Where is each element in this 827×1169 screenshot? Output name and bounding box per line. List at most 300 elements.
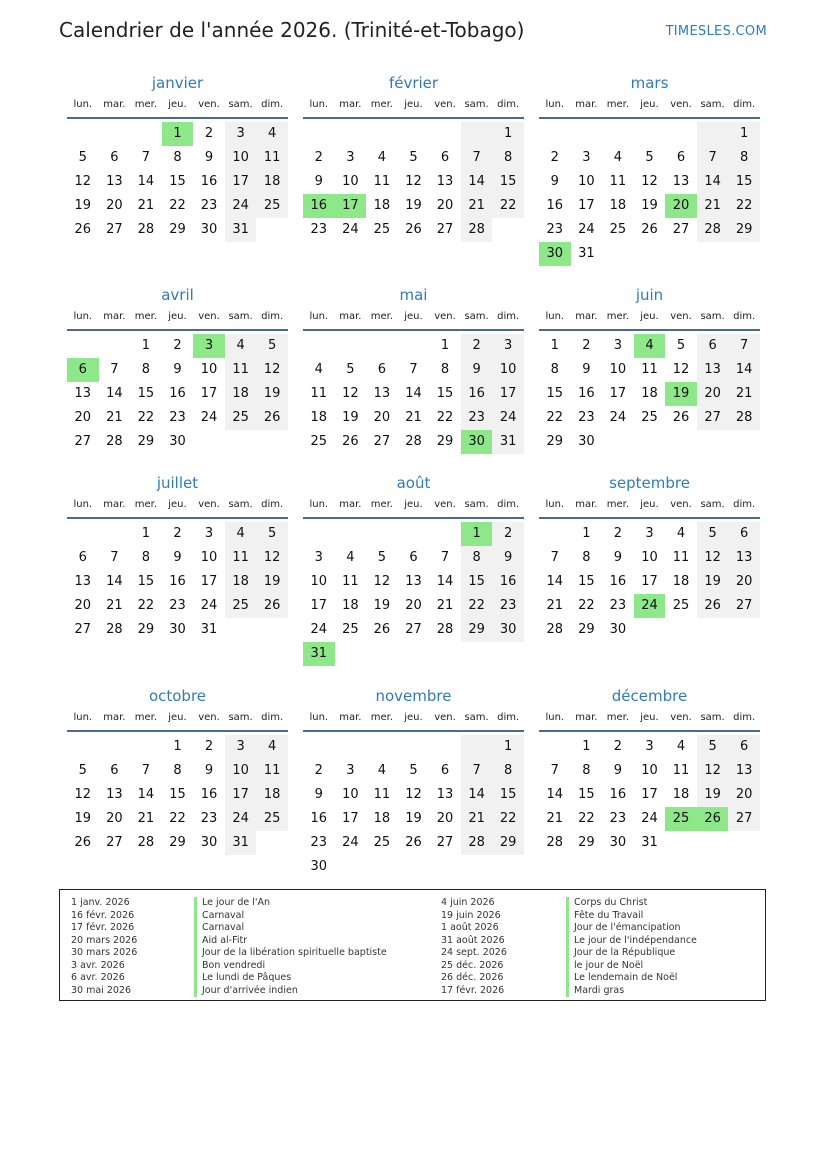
empty-cell [67,522,99,546]
day-cell: 27 [672,222,690,237]
day-cell: 25 [373,222,391,237]
weekday-header [67,497,288,519]
empty-cell [335,735,367,759]
day-cell: 24 [609,410,627,425]
day-cell: 4 [676,526,686,541]
empty-cell [193,430,225,454]
day-cell: 10 [609,362,627,377]
day-cell: 12 [373,574,391,589]
day-cell: 3 [225,122,257,146]
empty-cell [697,430,729,454]
weekday-header [67,309,288,331]
day-grid [303,522,524,666]
page-title: Calendrier de l'année 2026. (Trinité-et-Tobago) [59,18,525,42]
day-cell: 5 [409,150,418,165]
day-cell: 19 [373,598,391,613]
day-cell: 12 [256,358,288,382]
day-cell: 24 [641,811,658,826]
month-8 [303,472,524,666]
empty-cell [728,430,760,454]
weekday-label: mar. [103,499,126,510]
month-6 [539,284,760,454]
empty-cell [571,122,603,146]
legend-date: 1 janv. 2026 [71,897,130,908]
weekday-label: ven. [434,499,456,510]
weekday-label: dim. [497,311,520,322]
legend-holiday-name: Aid al-Fitr [194,935,247,948]
day-cell: 28 [405,434,422,449]
day-cell: 16 [303,194,335,218]
day-cell: 3 [492,334,524,358]
day-cell: 4 [634,334,666,358]
day-cell: 22 [169,811,186,826]
day-cell: 18 [342,598,359,613]
empty-cell [303,522,335,546]
day-cell: 20 [106,198,123,213]
day-cell: 9 [582,362,591,377]
day-cell: 3 [582,150,591,165]
empty-cell [697,618,729,642]
day-cell: 20 [373,410,391,425]
day-cell: 22 [578,598,595,613]
empty-cell [99,522,131,546]
empty-cell [665,430,697,454]
empty-cell [602,430,634,454]
day-cell: 11 [256,146,288,170]
day-cell: 10 [310,574,328,589]
day-cell: 24 [225,807,257,831]
day-cell: 11 [225,546,257,570]
day-cell: 8 [173,763,182,778]
day-cell: 3 [204,526,214,541]
day-cell: 1 [550,338,559,353]
day-cell: 23 [200,198,218,213]
day-cell: 22 [492,194,524,218]
empty-cell [398,334,430,358]
day-cell: 18 [373,811,391,826]
weekday-label: lun. [309,499,329,510]
weekday-label: lun. [73,712,93,723]
day-cell: 21 [137,811,155,826]
day-cell: 16 [609,574,627,589]
empty-cell [335,855,367,879]
day-cell: 1 [582,739,591,754]
empty-cell [665,831,697,855]
month-name: juillet [156,474,199,492]
day-cell: 1 [728,122,760,146]
weekday-label: jeu. [640,499,659,510]
day-cell: 10 [641,763,658,778]
weekday-header [539,497,760,519]
day-cell: 4 [256,122,288,146]
day-cell: 20 [405,598,422,613]
weekday-label: mer. [134,499,158,510]
day-cell: 7 [440,550,450,565]
day-cell: 8 [582,763,591,778]
empty-cell [461,855,493,879]
day-cell: 10 [200,550,218,565]
day-cell: 17 [578,198,595,213]
day-cell: 30 [169,622,186,637]
day-cell: 12 [342,386,359,401]
weekday-label: lun. [545,712,565,723]
day-cell: 25 [256,807,288,831]
day-cell: 9 [314,174,323,189]
empty-cell [398,735,430,759]
day-cell: 25 [342,622,359,637]
day-cell: 6 [67,358,99,382]
day-cell: 8 [582,550,591,565]
legend-holiday-name: Carnaval [194,910,244,923]
day-cell: 19 [74,811,92,826]
weekday-label: ven. [434,311,456,322]
day-cell: 31 [641,835,658,850]
day-cell: 22 [169,198,186,213]
day-cell: 13 [74,386,92,401]
day-cell: 18 [641,386,658,401]
day-cell: 23 [169,410,186,425]
empty-cell [303,735,335,759]
day-cell: 13 [436,787,454,802]
day-cell: 31 [492,430,524,454]
day-cell: 13 [106,174,123,189]
weekday-label: jeu. [640,311,659,322]
day-cell: 23 [546,222,564,237]
day-cell: 11 [641,362,658,377]
legend-holiday-name: Corps du Christ [566,897,647,910]
day-cell: 30 [578,434,595,449]
day-cell: 17 [225,783,257,807]
day-cell: 29 [461,618,493,642]
legend-holiday-name: Mardi gras [566,985,624,998]
day-cell: 11 [342,574,359,589]
day-cell: 21 [106,598,123,613]
day-cell: 15 [137,386,155,401]
weekday-label: sam. [228,499,253,510]
day-cell: 2 [582,338,591,353]
empty-cell [99,735,131,759]
day-cell: 15 [578,574,595,589]
day-cell: 22 [728,194,760,218]
day-cell: 12 [74,787,92,802]
legend-date: 17 févr. 2026 [71,922,135,933]
day-cell: 23 [310,222,328,237]
month-name: août [396,474,431,492]
day-cell: 15 [492,783,524,807]
empty-cell [429,522,461,546]
day-cell: 11 [672,763,690,778]
empty-cell [398,122,430,146]
weekday-label: sam. [464,99,489,110]
day-cell: 4 [256,735,288,759]
day-cell: 6 [728,735,760,759]
legend-holiday-name: Jour de la libération spirituelle baptiste [194,947,387,960]
empty-cell [665,242,697,266]
day-cell: 11 [373,174,391,189]
weekday-label: ven. [198,499,220,510]
day-grid [67,334,288,454]
month-2 [303,72,524,242]
weekday-label: ven. [198,311,220,322]
weekday-label: jeu. [640,99,659,110]
day-cell: 13 [728,759,760,783]
empty-cell [99,122,131,146]
day-cell: 2 [314,150,323,165]
day-cell: 5 [256,522,288,546]
empty-cell [634,122,666,146]
day-cell: 14 [137,787,155,802]
day-cell: 21 [697,194,729,218]
day-cell: 21 [546,811,564,826]
day-cell: 29 [492,831,524,855]
empty-cell [67,735,99,759]
empty-cell [366,334,398,358]
day-cell: 21 [106,410,123,425]
day-cell: 25 [225,594,257,618]
legend-date: 24 sept. 2026 [441,947,507,958]
day-cell: 1 [461,522,493,546]
holiday-legend [59,889,766,1001]
month-name: octobre [148,687,207,705]
empty-cell [697,122,729,146]
day-cell: 21 [461,807,493,831]
day-cell: 13 [672,174,690,189]
day-cell: 18 [225,570,257,594]
weekday-label: mer. [134,712,158,723]
weekday-header [303,97,524,119]
day-cell: 18 [672,574,690,589]
day-cell: 18 [373,198,391,213]
day-cell: 15 [169,174,186,189]
weekday-label: dim. [733,311,756,322]
empty-cell [461,122,493,146]
day-cell: 11 [609,174,627,189]
weekday-label: lun. [309,712,329,723]
day-cell: 2 [314,763,323,778]
day-cell: 8 [173,150,182,165]
empty-cell [398,522,430,546]
weekday-label: sam. [464,712,489,723]
day-cell: 27 [106,222,123,237]
day-cell: 14 [106,386,123,401]
day-cell: 7 [697,146,729,170]
day-cell: 20 [665,194,697,218]
day-cell: 7 [141,150,151,165]
legend-date: 16 févr. 2026 [71,909,135,921]
day-grid [539,122,760,266]
weekday-label: mer. [370,311,394,322]
day-cell: 14 [461,783,493,807]
weekday-label: sam. [464,311,489,322]
day-cell: 2 [204,126,214,141]
day-cell: 29 [137,622,155,637]
day-cell: 2 [613,739,623,754]
weekday-label: sam. [464,499,489,510]
day-cell: 24 [492,406,524,430]
empty-cell [225,618,257,642]
day-cell: 12 [256,546,288,570]
day-cell: 22 [137,410,155,425]
day-cell: 16 [578,386,595,401]
legend-holiday-name: Le jour de l'An [194,897,270,910]
day-cell: 2 [204,739,214,754]
weekday-label: ven. [198,99,220,110]
empty-cell [335,334,367,358]
day-cell: 23 [310,835,328,850]
day-cell: 19 [641,198,658,213]
day-cell: 15 [546,386,564,401]
weekday-label: lun. [73,499,93,510]
day-cell: 25 [641,410,658,425]
day-cell: 1 [173,739,182,754]
day-cell: 19 [665,382,697,406]
empty-cell [130,122,162,146]
empty-cell [335,642,367,666]
empty-cell [398,642,430,666]
day-cell: 8 [550,362,559,377]
day-cell: 11 [225,358,257,382]
day-cell: 12 [74,174,92,189]
weekday-label: sam. [228,311,253,322]
day-grid [67,735,288,855]
day-cell: 29 [578,622,595,637]
day-cell: 17 [335,194,367,218]
day-cell: 30 [461,430,493,454]
empty-cell [67,122,99,146]
day-cell: 22 [137,598,155,613]
weekday-label: dim. [261,311,284,322]
day-cell: 29 [546,434,564,449]
empty-cell [256,831,288,855]
legend-date: 3 avr. 2026 [71,959,125,971]
legend-date: 31 août 2026 [441,934,505,946]
legend-holiday-name: Jour de la République [566,947,675,960]
empty-cell [492,855,524,879]
day-cell: 5 [256,334,288,358]
day-cell: 17 [310,598,328,613]
day-cell: 15 [137,574,155,589]
day-cell: 9 [314,787,323,802]
day-cell: 26 [256,406,288,430]
day-cell: 7 [461,146,493,170]
weekday-label: sam. [228,712,253,723]
day-cell: 19 [342,410,359,425]
day-cell: 30 [169,434,186,449]
day-cell: 31 [200,622,218,637]
empty-cell [130,735,162,759]
day-cell: 2 [461,334,493,358]
empty-cell [602,122,634,146]
day-cell: 24 [200,410,218,425]
month-name: décembre [611,687,688,705]
day-grid [539,334,760,454]
day-cell: 25 [310,434,328,449]
legend-date: 30 mars 2026 [71,947,138,958]
month-name: juin [635,286,664,304]
day-cell: 24 [310,622,328,637]
day-cell: 29 [169,835,186,850]
day-cell: 12 [641,174,658,189]
empty-cell [728,618,760,642]
day-cell: 24 [200,598,218,613]
day-cell: 18 [225,382,257,406]
day-cell: 5 [377,550,387,565]
weekday-label: dim. [261,99,284,110]
day-cell: 28 [106,434,123,449]
day-cell: 3 [645,526,654,541]
day-cell: 4 [377,763,387,778]
empty-cell [256,618,288,642]
weekday-label: mer. [606,99,630,110]
weekday-label: mer. [134,311,158,322]
day-cell: 21 [728,382,760,406]
day-cell: 4 [377,150,387,165]
day-cell: 3 [193,334,225,358]
weekday-label: mer. [606,499,630,510]
day-cell: 25 [256,194,288,218]
day-cell: 30 [539,242,571,266]
weekday-header [67,97,288,119]
legend-holiday-name: le jour de Noël [566,960,643,973]
day-cell: 13 [436,174,454,189]
weekday-label: mar. [575,499,598,510]
empty-cell [398,855,430,879]
day-cell: 17 [225,170,257,194]
day-cell: 14 [436,574,454,589]
day-cell: 28 [546,622,564,637]
day-cell: 31 [578,246,595,261]
day-cell: 9 [461,358,493,382]
day-cell: 10 [342,174,359,189]
empty-cell [366,735,398,759]
day-cell: 7 [550,763,559,778]
day-cell: 22 [436,410,454,425]
month-name: septembre [609,474,690,492]
day-cell: 15 [436,386,454,401]
day-cell: 26 [405,222,422,237]
day-cell: 7 [141,763,151,778]
day-cell: 27 [74,434,92,449]
month-10 [67,685,288,855]
day-cell: 2 [173,526,182,541]
day-cell: 13 [74,574,92,589]
day-cell: 16 [310,811,328,826]
day-cell: 29 [137,434,155,449]
empty-cell [492,218,524,242]
day-cell: 6 [697,334,729,358]
brand-link[interactable]: TIMESLES.COM [665,24,767,39]
day-cell: 16 [169,574,186,589]
month-9 [539,472,760,642]
day-cell: 29 [169,222,186,237]
weekday-label: jeu. [168,499,187,510]
empty-cell [225,430,257,454]
day-cell: 25 [609,222,627,237]
day-cell: 4 [676,739,686,754]
day-cell: 14 [106,574,123,589]
empty-cell [256,430,288,454]
day-cell: 10 [342,787,359,802]
day-cell: 16 [200,174,218,189]
day-cell: 17 [200,574,218,589]
day-cell: 13 [106,787,123,802]
weekday-label: ven. [434,712,456,723]
empty-cell [539,522,571,546]
empty-cell [634,242,666,266]
day-cell: 19 [405,811,422,826]
day-cell: 7 [461,759,493,783]
day-cell: 9 [173,550,182,565]
